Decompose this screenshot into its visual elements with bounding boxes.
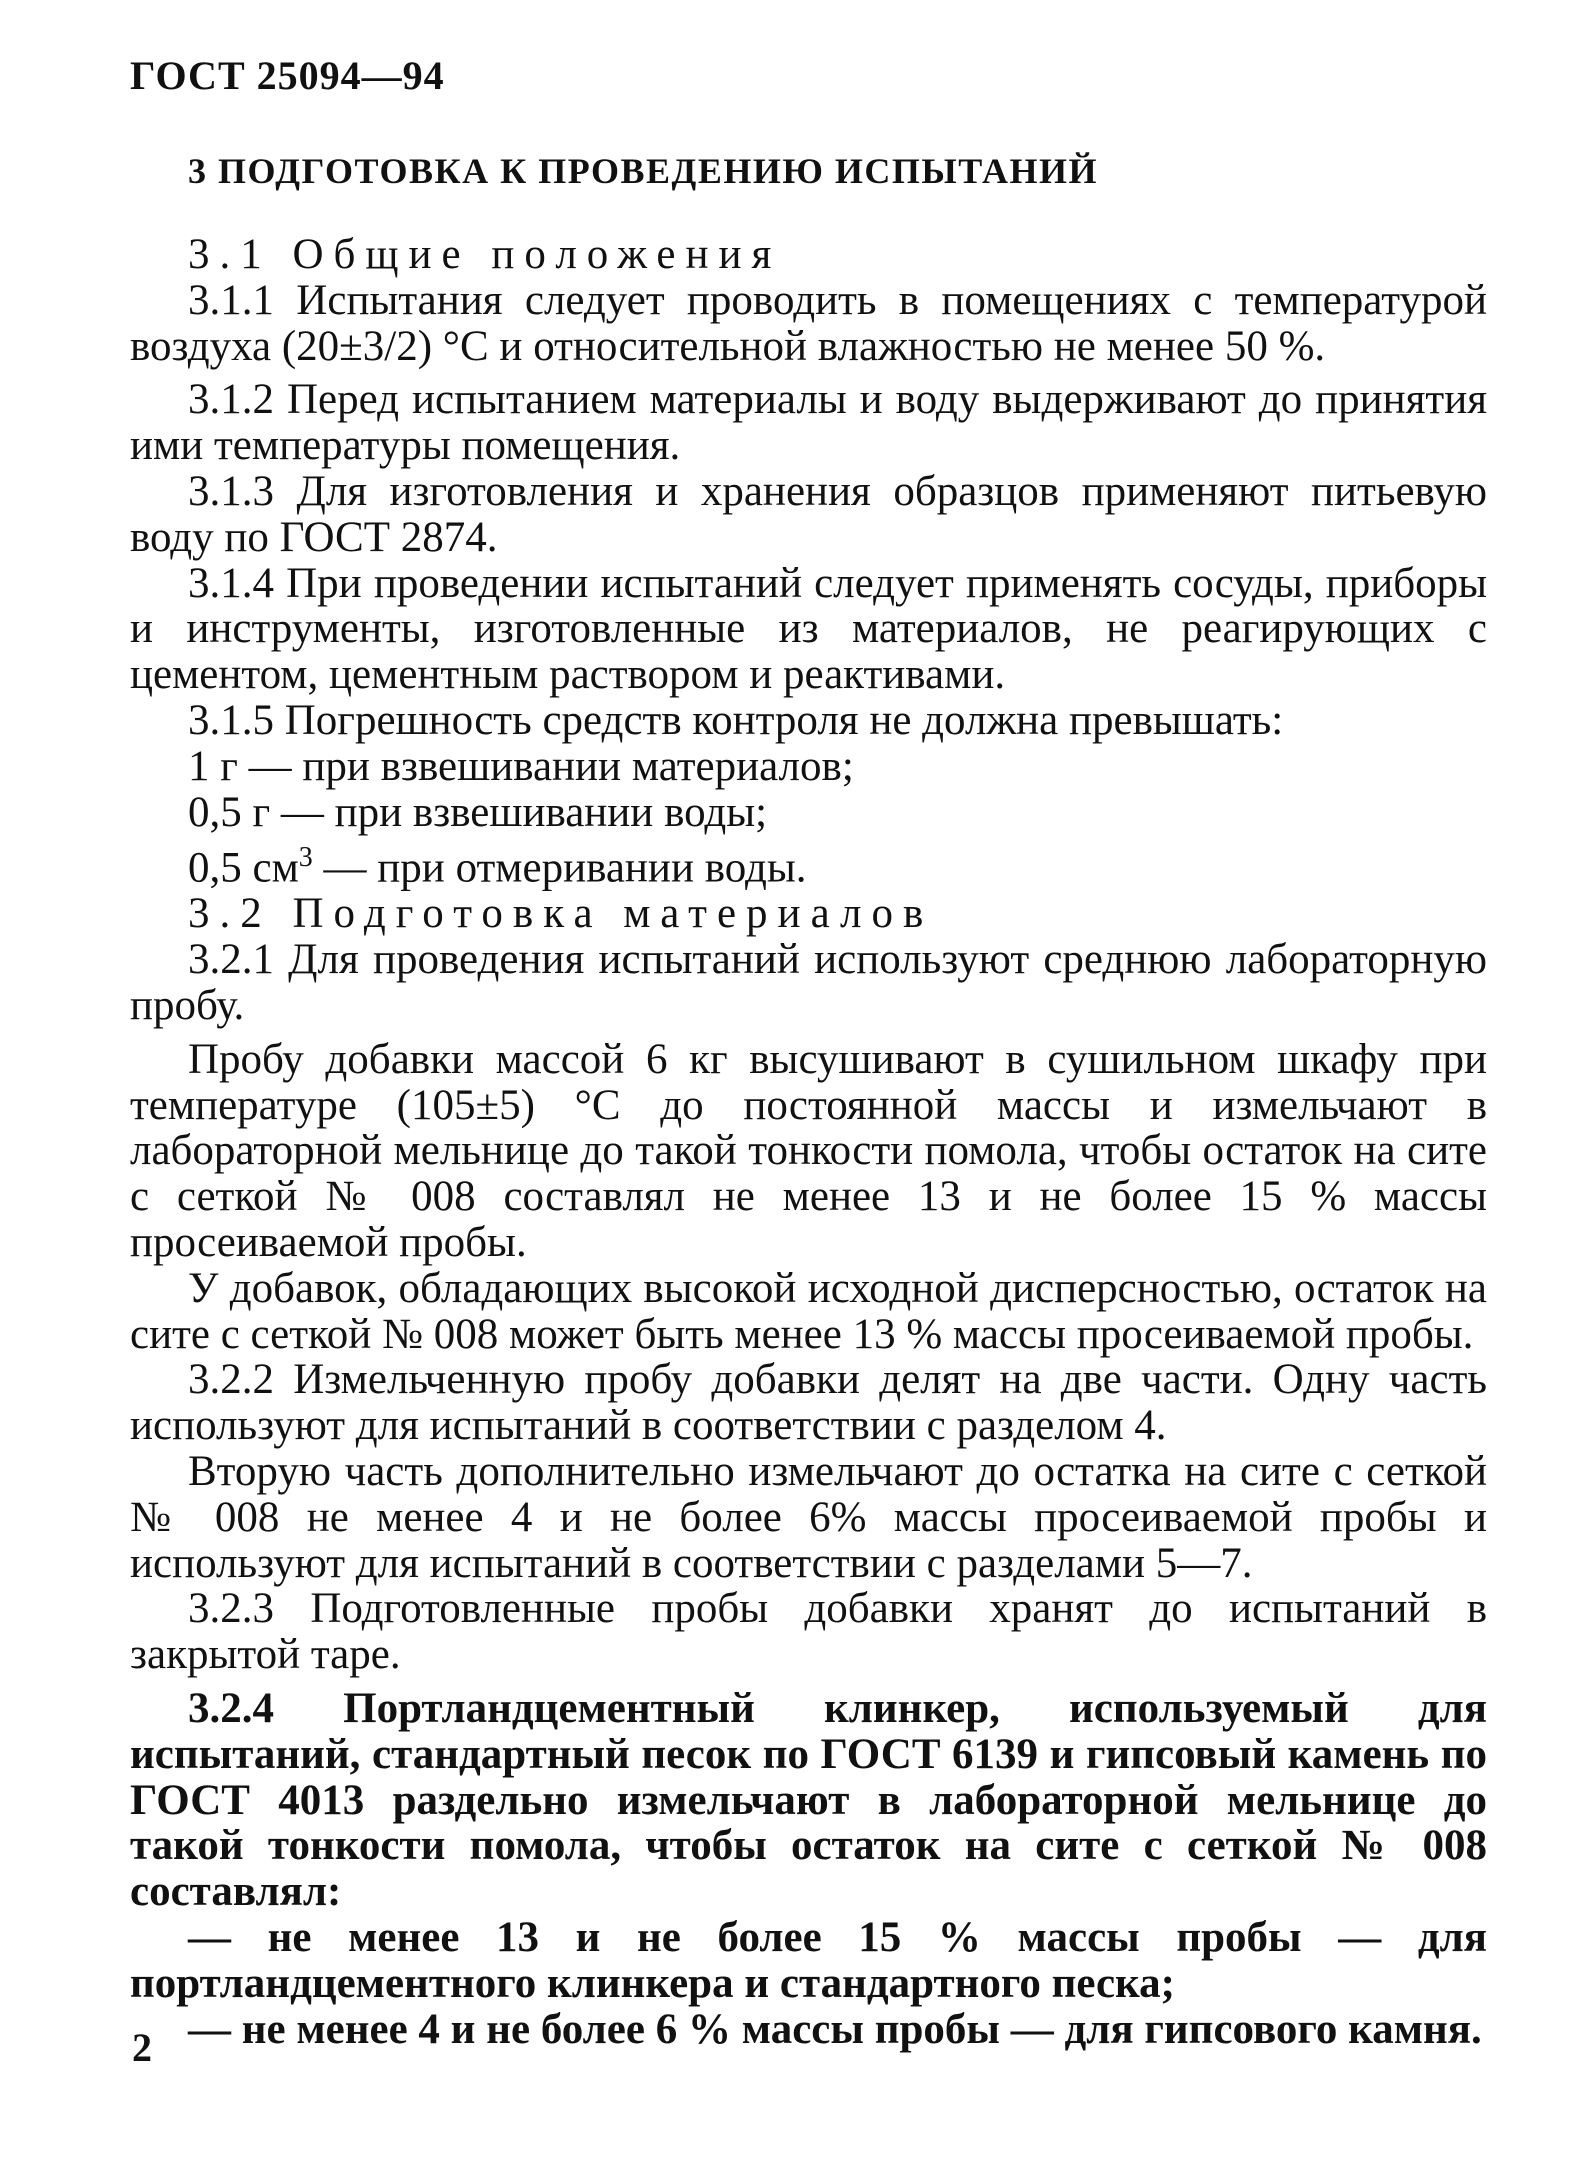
- page-number: 2: [132, 2025, 152, 2070]
- dash-item-clinker: — не менее 13 и не более 15 % массы пробы — для портландцементного клинкера и стандартного песка;: [130, 1914, 1487, 2007]
- paragraph-3-2-2: 3.2.2 Измельченную пробу добавки делят на две части. Одну часть используют для испытаний в соответствии с разделом 4.: [130, 1356, 1487, 1450]
- paragraph-3-1-2: 3.1.2 Перед испытанием материалы и воду выдерживают до принятия ими температуры помещения.: [130, 376, 1487, 470]
- paragraph-3-1-3: 3.1.3 Для изготовления и хранения образцов применяют питьевую воду по ГОСТ 2874.: [130, 467, 1487, 561]
- paragraph-3-1-4: 3.1.4 При проведении испытаний следует применять сосуды, приборы и инструменты, изготовленные из материалов, не реагирующих с цементом, цементным раствором и реактивами.: [130, 559, 1487, 699]
- paragraph-3-2-2-second-part: Вторую часть дополнительно измельчают до остатка на сите с сеткой № 008 не менее 4 и не более 6% массы просеиваемой пробы и используют для испытаний в соответствии с разделами 5—7.: [130, 1448, 1487, 1587]
- list-item-water-weight: 0,5 г — при взвешивании воды;: [188, 788, 768, 836]
- paragraph-3-2-4: 3.2.4 Портландцементный клинкер, используемый для испытаний, стандартный песок по ГОСТ 6139 и гипсовый камень по ГОСТ 4013 раздельно измельчают в лабораторной мельнице до такой тонкости помола, чтобы остаток на сите с сеткой № 008 составлял:: [130, 1685, 1487, 1916]
- paragraph-3-2-3: 3.2.3 Подготовленные пробы добавки хранят до испытаний в закрытой таре.: [130, 1585, 1487, 1679]
- dash-item-gypsum: — не менее 4 и не более 6 % массы пробы — для гипсового камня.: [188, 2005, 1482, 2053]
- subsection-heading-3-2: 3.2 Подготовка материалов: [188, 890, 934, 938]
- list-item-water-volume-pre: 0,5 см: [188, 844, 299, 892]
- paragraph-3-1-5: 3.1.5 Погрешность средств контроля не должна превышать:: [188, 696, 1284, 744]
- paragraph-3-2-1: 3.2.1 Для проведения испытаний используют среднюю лабораторную пробу.: [130, 936, 1487, 1030]
- paragraph-3-1-1: 3.1.1 Испытания следует проводить в помещениях с температурой воздуха (20±3/2) °С и относительной влажностью не менее 50 %.: [130, 276, 1487, 370]
- paragraph-3-2-1-sample: Пробу добавки массой 6 кг высушивают в сушильном шкафу при температуре (105±5) °С до постоянной массы и измельчают в лабораторной мельнице до такой тонкости помола, чтобы остаток на сите с сеткой № 008 составлял не менее 13 и не более 15 % массы просеиваемой пробы.: [130, 1035, 1487, 1267]
- list-item-water-volume: [130, 835, 1487, 891]
- document-id: ГОСТ 25094—94: [130, 53, 445, 98]
- cubic-superscript: 3: [298, 842, 313, 874]
- section-heading: 3 ПОДГОТОВКА К ПРОВЕДЕНИЮ ИСПЫТАНИЙ: [188, 151, 1098, 191]
- paragraph-3-2-1-dispersed: У добавок, обладающих высокой исходной дисперсностью, остаток на сите с сеткой № 008 может быть менее 13 % массы просеиваемой пробы.: [130, 1264, 1487, 1358]
- list-item-water-volume-post: — при отмеривании воды.: [312, 844, 807, 892]
- list-item-materials: 1 г — при взвешивании материалов;: [188, 742, 854, 790]
- body-text: [130, 232, 1487, 2052]
- subsection-heading-3-1: 3.1 Общие положения: [188, 231, 782, 278]
